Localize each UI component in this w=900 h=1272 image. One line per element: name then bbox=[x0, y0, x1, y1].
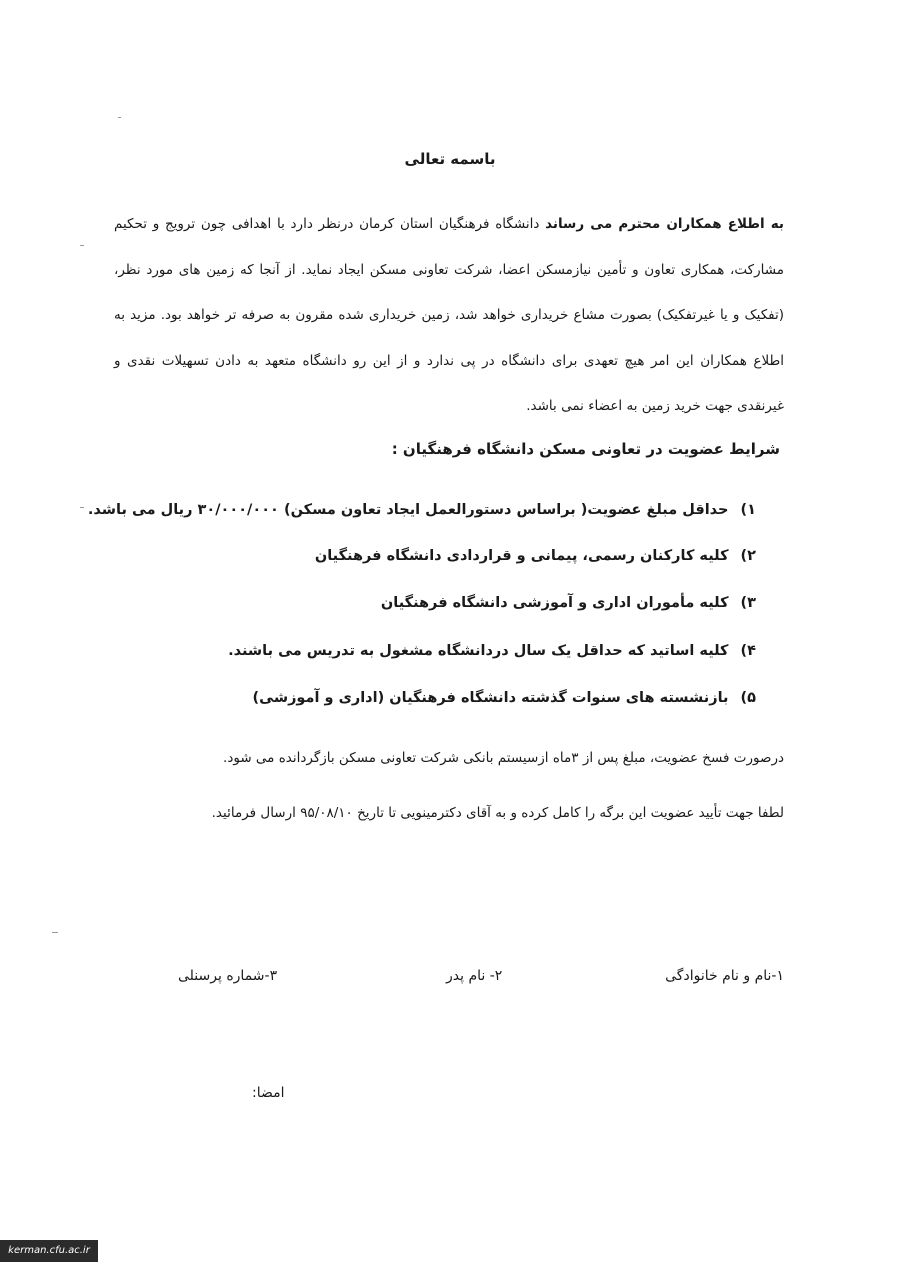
field-father-name: ۲- نام پدر bbox=[446, 968, 503, 984]
condition-number: ۳) bbox=[740, 595, 756, 611]
website-badge[interactable]: kerman.cfu.ac.ir bbox=[0, 1240, 98, 1262]
signature-label: امضا: bbox=[252, 1085, 285, 1101]
condition-item bbox=[315, 548, 756, 564]
field-full-name: ۱-نام و نام خانوادگی bbox=[665, 968, 784, 984]
scan-mark bbox=[118, 117, 121, 118]
submit-note: لطفا جهت تأیید عضویت این برگه را کامل کرده و به آقای دکترمینویی تا تاریخ ۹۵/۰۸/۱۰ ارسال فرمائید. bbox=[211, 805, 784, 821]
refund-note: درصورت فسخ عضویت، مبلغ پس از ۳ماه ازسیستم بانکی شرکت تعاونی مسکن بازگردانده می شود. bbox=[223, 750, 784, 766]
conditions-heading: شرایط عضویت در تعاونی مسکن دانشگاه فرهنگیان : bbox=[391, 440, 780, 458]
intro-paragraph bbox=[114, 202, 784, 430]
condition-item bbox=[381, 595, 756, 611]
scan-mark bbox=[80, 245, 84, 246]
condition-text: حداقل مبلغ عضویت( براساس دستورالعمل ایجاد تعاون مسکن) ۳۰/۰۰۰/۰۰۰ ریال می باشد. bbox=[87, 502, 729, 518]
condition-text: کلیه اساتید که حداقل یک سال دردانشگاه مشغول به تدریس می باشند. bbox=[228, 643, 729, 659]
condition-number: ۴) bbox=[740, 643, 756, 659]
condition-item bbox=[88, 502, 756, 518]
condition-number: ۱) bbox=[740, 502, 756, 518]
scan-mark bbox=[80, 507, 84, 508]
condition-number: ۵) bbox=[740, 690, 756, 706]
intro-lead: به اطلاع همکاران محترم می رساند bbox=[545, 216, 784, 232]
condition-text: بازنشسته های سنوات گذشته دانشگاه فرهنگیان (اداری و آموزشی) bbox=[252, 690, 729, 706]
scan-mark bbox=[52, 932, 58, 933]
document-title: باسمه تعالی bbox=[404, 150, 496, 168]
condition-number: ۲) bbox=[740, 548, 756, 564]
condition-text: کلیه مأموران اداری و آموزشی دانشگاه فرهنگیان bbox=[380, 595, 729, 611]
field-personnel-number: ۳-شماره پرسنلی bbox=[178, 968, 278, 984]
condition-item bbox=[253, 690, 756, 706]
condition-item bbox=[228, 643, 756, 659]
intro-body: دانشگاه فرهنگیان استان کرمان درنظر دارد با اهدافی چون ترویج و تحکیم مشارکت، همکاری تعاون و تأمین نیازمسکن اعضا، شرکت تعاونی مسکن ایجاد نماید. از آنجا که زمین های مورد نظر، (تفکیک و یا غیرتفکیک) بصورت مشاع خریداری خواهد شد، زمین خریداری شده مقرون به صرفه تر خواهد بود. مزید به اطلاع همکاران این امر هیچ تعهدی برای دانشگاه در پی ندارد و از این رو دانشگاه متعهد به دادن تسهیلات نقدی و غیرنقدی جهت خرید زمین به اعضاء نمی باشد. bbox=[114, 216, 784, 414]
condition-text: کلیه کارکنان رسمی، پیمانی و قراردادی دانشگاه فرهنگیان bbox=[314, 548, 729, 564]
